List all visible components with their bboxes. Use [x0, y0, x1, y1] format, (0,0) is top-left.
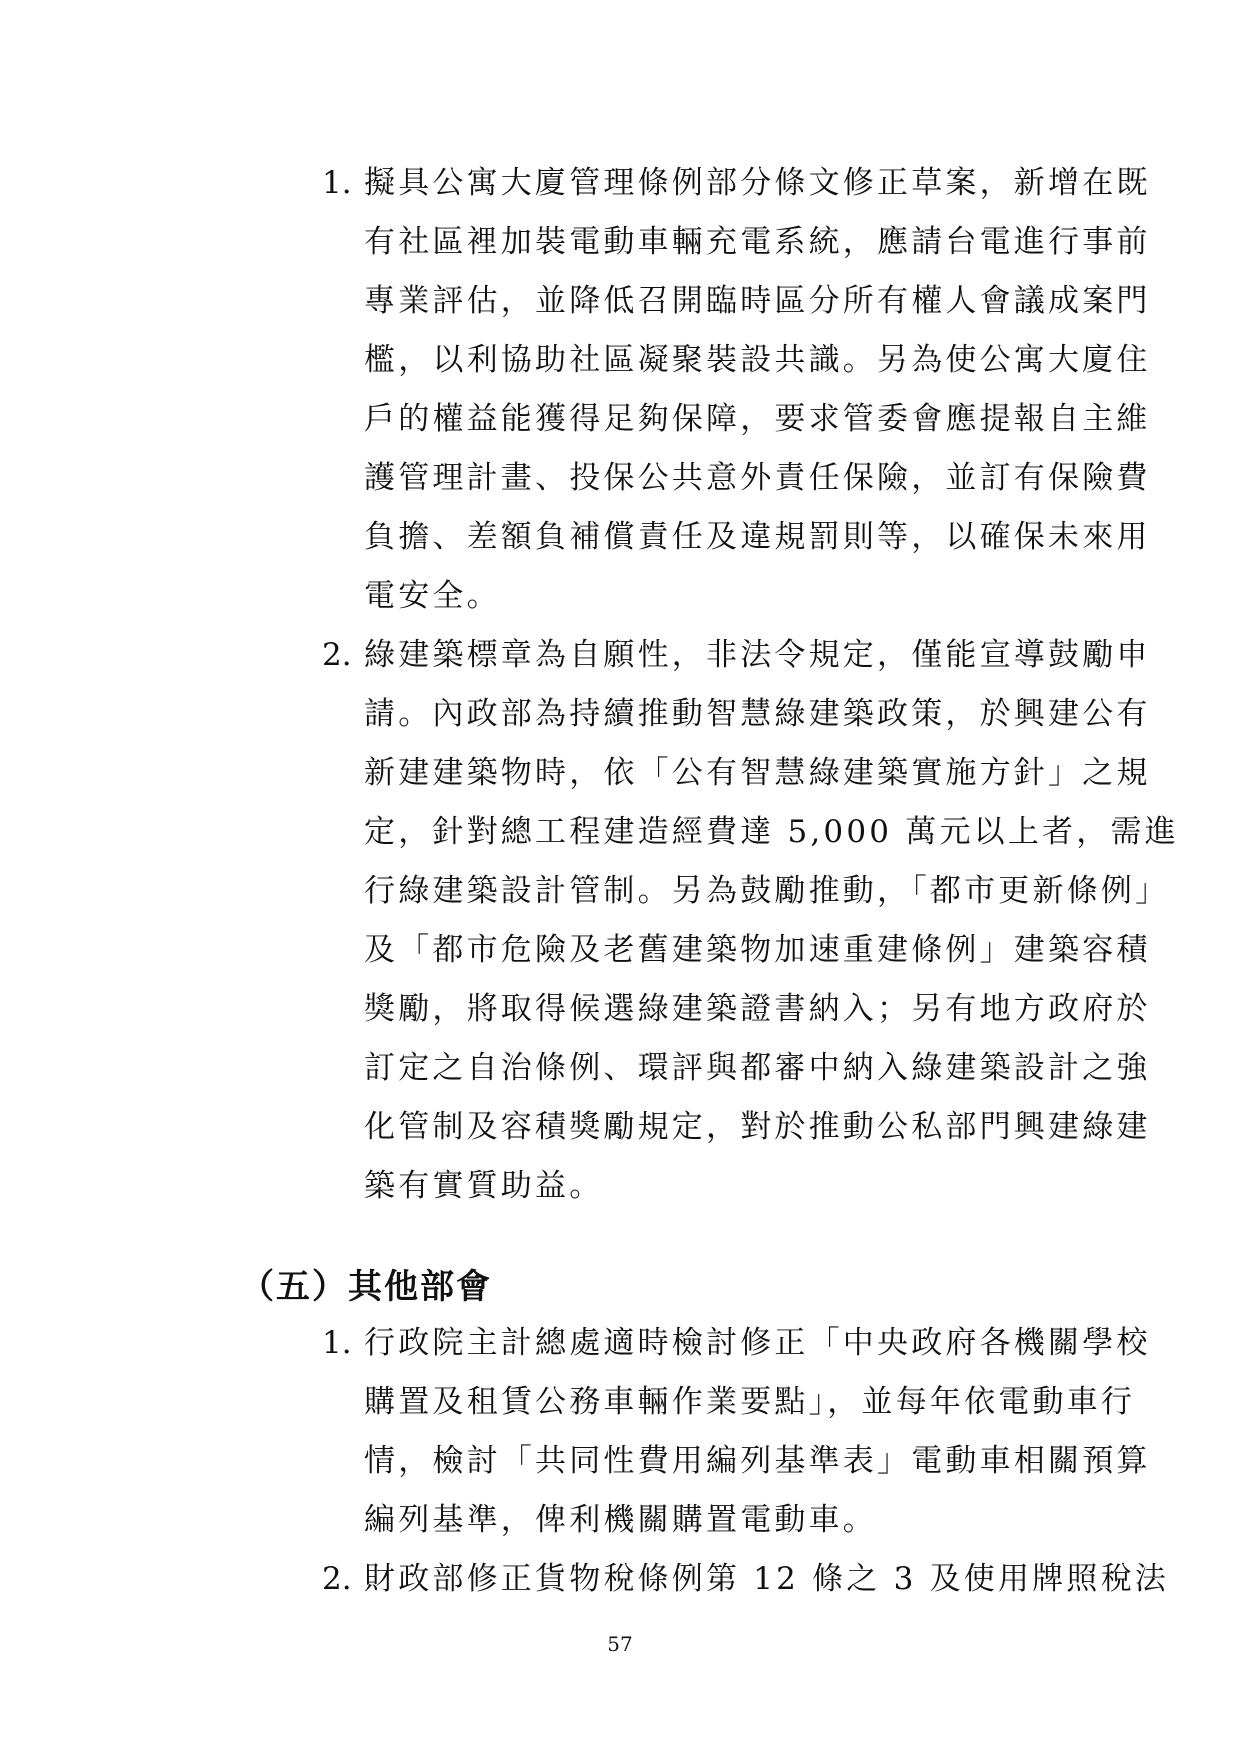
text-line: 情，檢討「共同性費用編列基準表」電動車相關預算 — [364, 1443, 1151, 1479]
text-line: 負擔、差額負補償責任及違規罰則等，以確保未來用 — [364, 519, 1151, 555]
section-heading: （五）其他部會 — [240, 1267, 492, 1307]
text-line: 護管理計畫、投保公共意外責任保險，並訂有保險費 — [364, 460, 1151, 496]
text-line: 檻，以利協助社區凝聚裝設共識。另為使公寓大廈住 — [364, 342, 1151, 378]
text-line: 財政部修正貨物稅條例第 12 條之 3 及使用牌照稅法 — [364, 1561, 1169, 1597]
list-item-number: 2. — [322, 637, 352, 673]
text-line: 戶的權益能獲得足夠保障，要求管委會應提報自主維 — [364, 401, 1151, 437]
text-line: 專業評估，並降低召開臨時區分所有權人會議成案門 — [364, 283, 1151, 319]
text-line: 及「都市危險及老舊建築物加速重建條例」建築容積 — [364, 932, 1151, 968]
text-line: 有社區裡加裝電動車輛充電系統，應請台電進行事前 — [364, 224, 1151, 260]
list-item-text — [364, 1314, 1151, 1550]
text-line: 擬具公寓大廈管理條例部分條文修正草案，新增在既 — [364, 165, 1151, 201]
list-item-text — [364, 626, 1179, 1216]
text-line: 購置及租賃公務車輛作業要點」，並每年依電動車行 — [364, 1384, 1136, 1420]
list-item-number: 1. — [322, 165, 352, 201]
text-line: 築有實質助益。 — [364, 1168, 604, 1204]
text-line: 行綠建築設計管制。另為鼓勵推動，「都市更新條例」 — [364, 873, 1170, 909]
text-line: 行政院主計總處適時檢討修正「中央政府各機關學校 — [364, 1325, 1151, 1361]
text-line: 綠建築標章為自願性，非法令規定，僅能宣導鼓勵申 — [364, 637, 1151, 673]
list-item-number: 2. — [322, 1561, 352, 1597]
page-number: 57 — [607, 1632, 633, 1656]
list-item-number: 1. — [322, 1325, 352, 1361]
text-line: 獎勵，將取得候選綠建築證書納入；另有地方政府於 — [364, 991, 1151, 1027]
text-line: 定，針對總工程建造經費達 5,000 萬元以上者，需進 — [364, 814, 1179, 850]
text-line: 電安全。 — [364, 578, 501, 614]
list-item-text — [364, 154, 1151, 626]
text-line: 化管制及容積獎勵規定，對於推動公私部門興建綠建 — [364, 1109, 1151, 1145]
text-line: 訂定之自治條例、環評與都審中納入綠建築設計之強 — [364, 1050, 1151, 1086]
text-line: 請。內政部為持續推動智慧綠建築政策，於興建公有 — [364, 696, 1151, 732]
text-line: 新建建築物時，依「公有智慧綠建築實施方針」之規 — [364, 755, 1151, 791]
text-line: 編列基準，俾利機關購置電動車。 — [364, 1502, 877, 1538]
list-item-text — [364, 1550, 1169, 1609]
